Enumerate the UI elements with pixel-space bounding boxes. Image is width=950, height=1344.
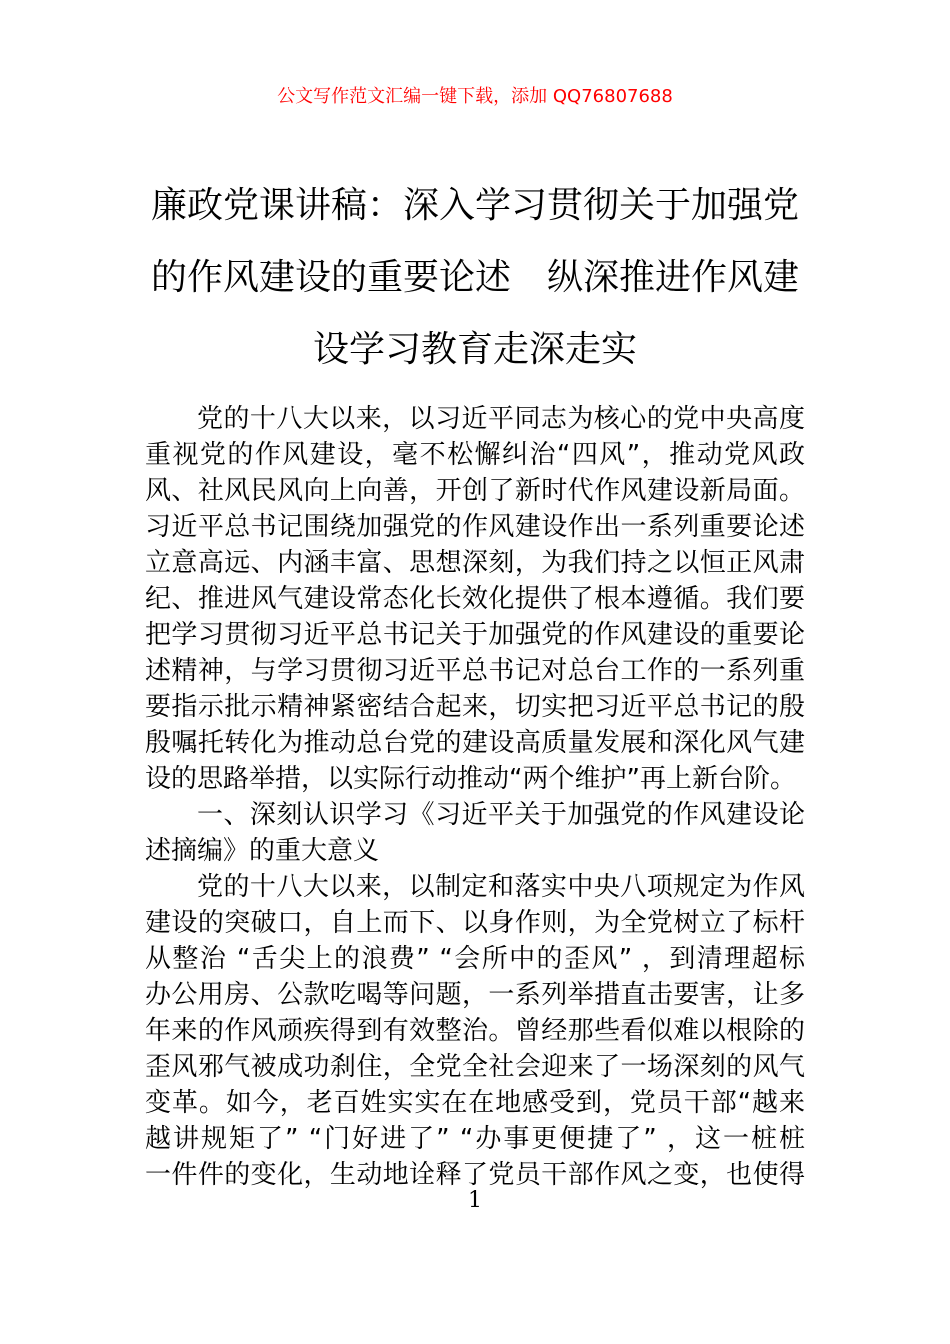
paragraph-line: 述精神，与学习贯彻习近平总书记对总台工作的一系列重	[145, 656, 805, 686]
paragraph-line: 建设的突破口，自上而下、以身作则，为全党树立了标杆	[145, 908, 805, 938]
paragraph-line: 歪风邪气被成功刹住，全党全社会迎来了一场深刻的风气	[145, 1052, 805, 1082]
document-title	[145, 170, 805, 386]
paragraph-line: 纪、推进风气建设常态化长效化提供了根本遵循。我们要	[145, 584, 805, 614]
section-heading-line: 一、深刻认识学习《习近平关于加强党的作风建设论	[197, 800, 805, 830]
title-line: 设学习教育走深走实	[312, 329, 637, 370]
paragraph-line: 越讲规矩了” “门好进了” “办事更便捷了” ，这一桩桩	[145, 1124, 805, 1154]
section-heading-line: 述摘编》的重大意义	[145, 836, 380, 866]
download-note: 公文写作范文汇编一键下载，添加 QQ76807688	[277, 86, 673, 107]
title-line: 廉政党课讲稿：深入学习贯彻关于加强党	[150, 185, 799, 226]
paragraph-line: 变革。如今，老百姓实实在在地感受到，党员干部“越来	[145, 1088, 805, 1118]
page-number: 1	[468, 1188, 482, 1213]
paragraph-line: 习近平总书记围绕加强党的作风建设作出一系列重要论述	[145, 512, 805, 542]
paragraph-line: 从整治 “舌尖上的浪费” “会所中的歪风” ，到清理超标	[145, 944, 805, 974]
paragraph-line: 设的思路举措，以实际行动推动“两个维护”再上新台阶。	[145, 764, 796, 794]
paragraph-line: 办公用房、公款吃喝等问题，一系列举措直击要害，让多	[145, 980, 805, 1010]
document-body	[145, 401, 805, 1193]
paragraph-line: 年来的作风顽疾得到有效整治。曾经那些看似难以根除的	[145, 1016, 805, 1046]
paragraph-line: 党的十八大以来，以制定和落实中央八项规定为作风	[197, 872, 805, 902]
paragraph-line: 党的十八大以来，以习近平同志为核心的党中央高度	[197, 404, 805, 434]
paragraph-line: 重视党的作风建设，毫不松懈纠治“四风”，推动党风政	[145, 440, 805, 470]
title-line: 的作风建设的重要论述 纵深推进作风建	[150, 257, 799, 298]
paragraph-line: 风、社风民风向上向善，开创了新时代作风建设新局面。	[145, 476, 805, 506]
paragraph-line: 一件件的变化，生动地诠释了党员干部作风之变，也使得	[145, 1160, 805, 1190]
paragraph-line: 要指示批示精神紧密结合起来，切实把习近平总书记的殷	[145, 692, 805, 722]
paragraph-line: 把学习贯彻习近平总书记关于加强党的作风建设的重要论	[145, 620, 805, 650]
paragraph-line: 殷嘱托转化为推动总台党的建设高质量发展和深化风气建	[145, 728, 805, 758]
paragraph-line: 立意高远、内涵丰富、思想深刻，为我们持之以恒正风肃	[145, 548, 805, 578]
